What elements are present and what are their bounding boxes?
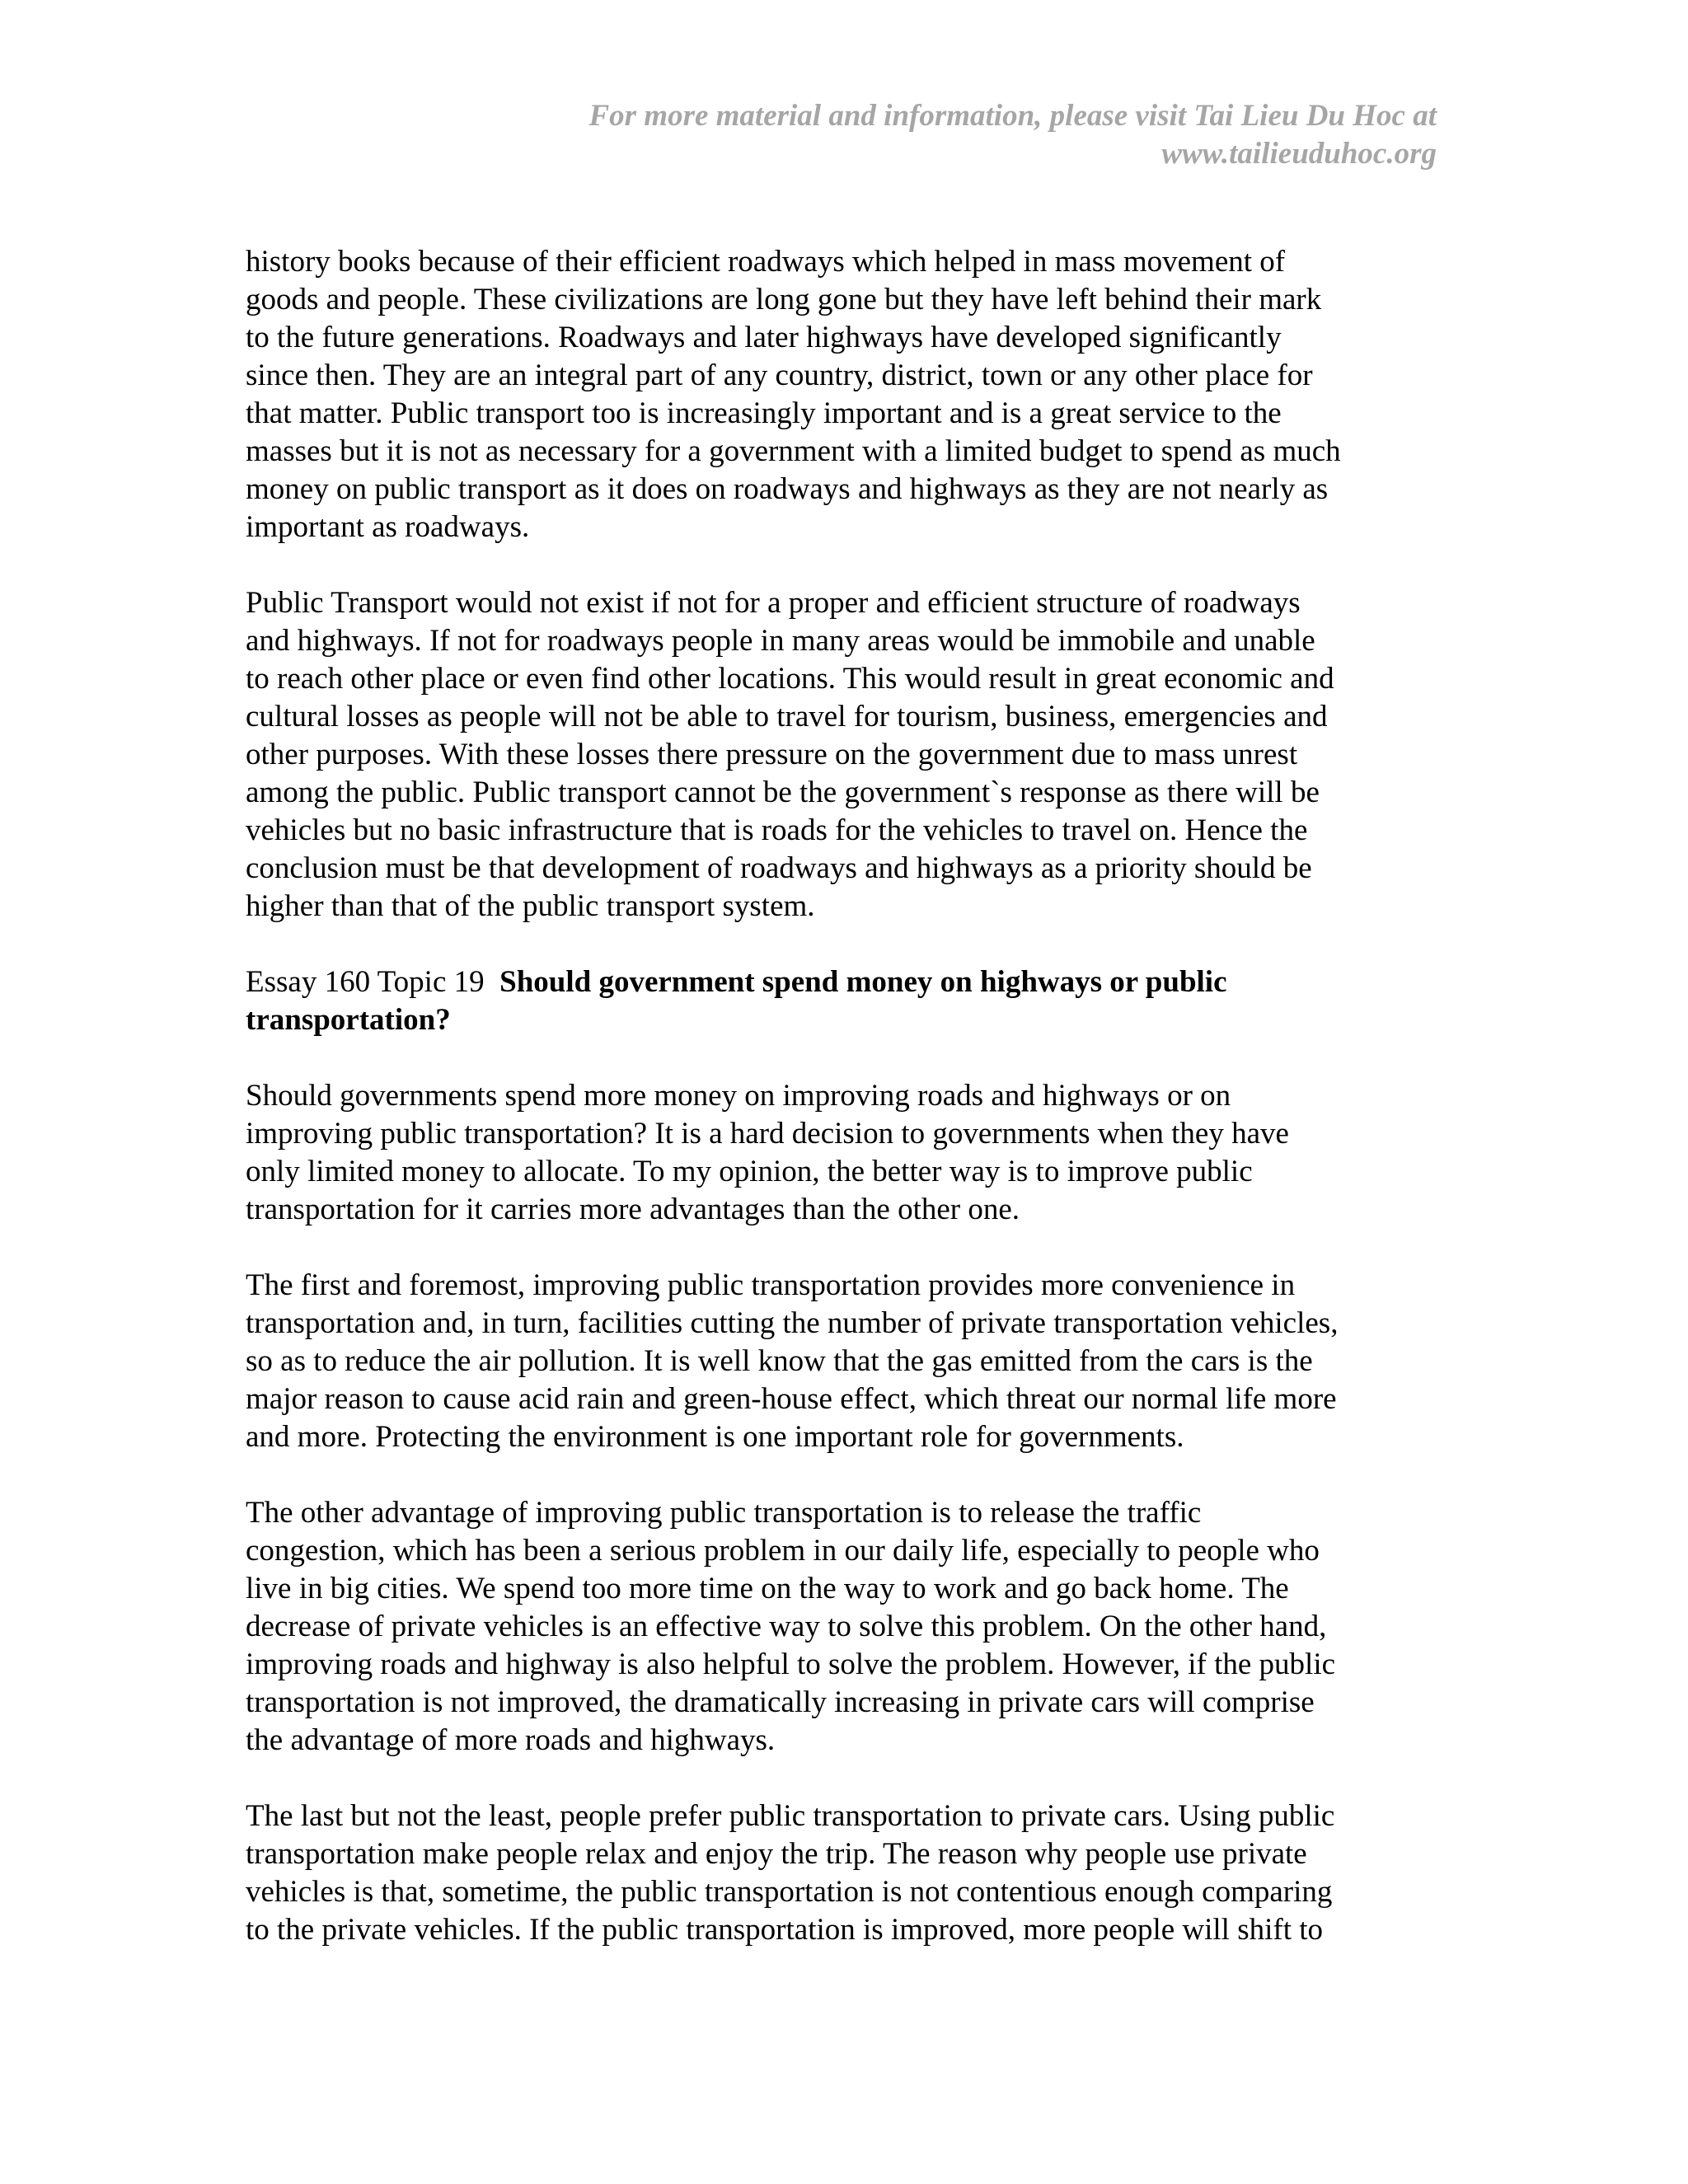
document-body	[246, 243, 1441, 1987]
text-line: that matter. Public transport too is increasingly important and is a great service to the	[246, 396, 1282, 430]
text-line: Should governments spend more money on improving roads and highways or on	[246, 1079, 1231, 1113]
text-line: among the public. Public transport cannot be the government`s response as there will be	[246, 776, 1320, 809]
paragraph-last-advantage	[246, 1797, 1441, 1949]
essay-heading	[246, 963, 1441, 1039]
text-line: money on public transport as it does on roadways and highways as they are not nearly as	[246, 472, 1329, 506]
text-line: to the future generations. Roadways and later highways have developed significantly	[246, 321, 1282, 354]
paragraph-first-advantage	[246, 1267, 1441, 1456]
essay-number: Essay 160 Topic 19	[246, 965, 500, 999]
text-line: The other advantage of improving public transportation is to release the traffic	[246, 1496, 1202, 1530]
text-line: history books because of their efficient roadways which helped in mass movement of	[246, 245, 1286, 279]
page-header	[448, 97, 1437, 173]
text-line: The first and foremost, improving public transportation provides more convenience in	[246, 1268, 1296, 1302]
text-line: conclusion must be that development of roadways and highways as a priority should be	[246, 851, 1312, 885]
text-line: goods and people. These civilizations are long gone but they have left behind their mark	[246, 283, 1322, 316]
paragraph-public-transport	[246, 584, 1441, 926]
text-line: transportation and, in turn, facilities cutting the number of private transportation vehicles,	[246, 1306, 1339, 1340]
text-line: decrease of private vehicles is an effective way to solve this problem. On the other hand,	[246, 1610, 1327, 1643]
paragraph-history	[246, 243, 1441, 546]
text-line: live in big cities. We spend too more time on the way to work and go back home. The	[246, 1572, 1289, 1605]
text-line: transportation is not improved, the dramatically increasing in private cars will comprise	[246, 1685, 1315, 1719]
text-line: major reason to cause acid rain and green-house effect, which threat our normal life more	[246, 1382, 1337, 1416]
text-line: so as to reduce the air pollution. It is well know that the gas emitted from the cars is the	[246, 1344, 1313, 1378]
text-line: The last but not the least, people prefer public transportation to private cars. Using public	[246, 1799, 1335, 1833]
text-line: transportation for it carries more advantages than the other one.	[246, 1193, 1020, 1226]
paragraph-intro	[246, 1077, 1441, 1229]
text-line: the advantage of more roads and highways.	[246, 1723, 776, 1757]
text-line: improving public transportation? It is a hard decision to governments when they have	[246, 1117, 1289, 1151]
text-line: since then. They are an integral part of any country, district, town or any other place for	[246, 359, 1313, 392]
header-line-2: www.tailieuduhoc.org	[1161, 137, 1437, 171]
essay-title: Should government spend money on highways or public	[499, 965, 1227, 999]
text-line: and highways. If not for roadways people in many areas would be immobile and unable	[246, 624, 1315, 658]
text-line: transportation make people relax and enjoy the trip. The reason why people use private	[246, 1837, 1307, 1871]
text-line: important as roadways.	[246, 510, 530, 544]
text-line: to the private vehicles. If the public transportation is improved, more people will shift to	[246, 1913, 1324, 1947]
essay-title-continued: transportation?	[246, 1003, 451, 1037]
essay-heading-line-1	[246, 963, 1441, 1001]
text-line: improving roads and highway is also helpful to solve the problem. However, if the public	[246, 1647, 1336, 1681]
text-line: vehicles is that, sometime, the public transportation is not contentious enough comparing	[246, 1875, 1333, 1909]
text-line: masses but it is not as necessary for a government with a limited budget to spend as much	[246, 434, 1341, 468]
header-line-1: For more material and information, please visit Tai Lieu Du Hoc at	[588, 99, 1437, 133]
text-line: Public Transport would not exist if not for a proper and efficient structure of roadways	[246, 586, 1301, 620]
paragraph-other-advantage	[246, 1494, 1441, 1760]
text-line: higher than that of the public transport system.	[246, 889, 815, 923]
text-line: other purposes. With these losses there pressure on the government due to mass unrest	[246, 738, 1298, 771]
text-line: and more. Protecting the environment is one important role for governments.	[246, 1420, 1184, 1454]
text-line: cultural losses as people will not be able to travel for tourism, business, emergencies and	[246, 700, 1328, 733]
text-line: congestion, which has been a serious problem in our daily life, especially to people who	[246, 1534, 1320, 1568]
text-line: only limited money to allocate. To my opinion, the better way is to improve public	[246, 1155, 1253, 1188]
text-line: to reach other place or even find other locations. This would result in great economic and	[246, 662, 1334, 696]
text-line: vehicles but no basic infrastructure that is roads for the vehicles to travel on. Hence the	[246, 813, 1308, 847]
